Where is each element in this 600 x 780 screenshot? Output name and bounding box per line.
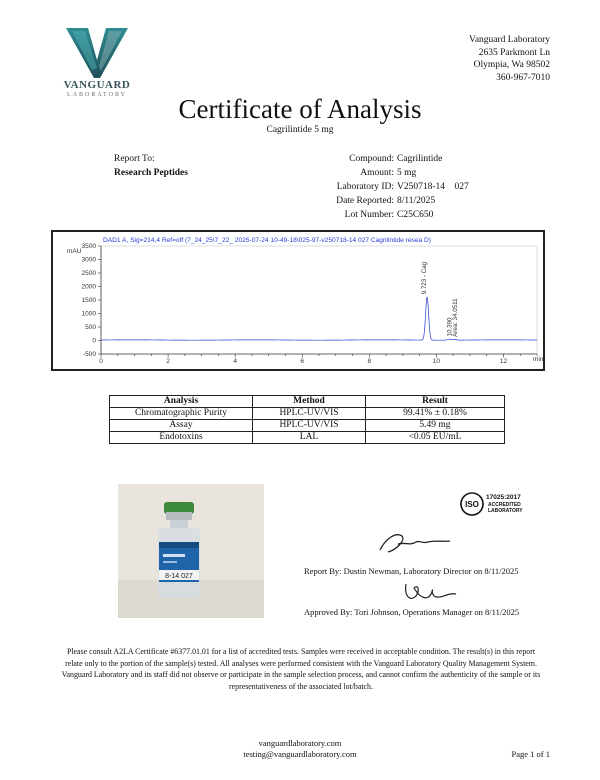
y-tick-label: 2500 — [81, 270, 96, 278]
detail-row — [180, 166, 469, 180]
cell-method: HPLC-UV/VIS — [253, 420, 366, 432]
x-tick-label: 6 — [300, 358, 305, 365]
results-table — [109, 395, 505, 444]
sample-details — [180, 152, 469, 222]
document-subtitle: Cagrilintide 5 mg — [266, 125, 334, 135]
vial-photo — [118, 484, 264, 618]
x-tick-label: 12 — [499, 358, 508, 365]
iso-laboratory: LABORATORY — [488, 508, 523, 514]
cell-result: 99.41% ± 0.18% — [366, 408, 505, 420]
detail-row — [180, 208, 469, 222]
y-tick-label: 3500 — [81, 243, 96, 251]
detail-row — [180, 194, 469, 208]
y-tick-label: 500 — [85, 324, 96, 332]
detail-value: Cagrilintide — [397, 154, 443, 164]
cell-method: HPLC-UV/VIS — [253, 408, 366, 420]
table-row — [110, 420, 505, 432]
cell-analysis: Assay — [110, 420, 253, 432]
table-row — [110, 432, 505, 444]
detail-label: Lot Number: — [344, 210, 394, 220]
footer-website[interactable]: vanguardlaboratory.com — [258, 738, 342, 748]
table-row — [110, 408, 505, 420]
peak-label: 9.723 - Cag — [421, 261, 429, 295]
x-tick-label: 4 — [233, 358, 237, 365]
page-number: Page 1 of 1 — [511, 749, 550, 759]
chart-title: DAD1 A, Sig=214,4 Ref=off (7_24_25\7_22_ 2025-07-24 10-49-18\025-97-v250718-14 027 Cagrilintide resea D) — [103, 237, 431, 244]
detail-label: Laboratory ID: — [336, 182, 394, 192]
detail-label: Compound: — [349, 154, 394, 164]
vial-label-text: 8-14 027 — [165, 573, 193, 580]
cell-result: 5.49 mg — [366, 420, 505, 432]
chromatogram-trace — [101, 297, 537, 340]
cell-method: LAL — [253, 432, 366, 444]
cell-analysis: Endotoxins — [110, 432, 253, 444]
chromatogram-plot — [53, 232, 543, 369]
lab-city: Olympia, Wa 98502 — [473, 60, 550, 70]
footer-email[interactable]: testing@vanguardlaboratory.com — [243, 749, 357, 759]
x-axis-unit: min — [533, 356, 543, 363]
vial-image — [118, 484, 264, 618]
footer-contact — [0, 738, 600, 760]
logo-wordmark: VANGUARD — [63, 79, 131, 91]
iso-standard: 17025:2017 — [486, 494, 521, 501]
approved-by-line: Approved By: Tori Johnson, Operations Manager on 8/11/2025 — [304, 607, 520, 617]
report-to-label: Report To: — [114, 154, 155, 164]
detail-label: Date Reported: — [336, 196, 394, 206]
y-tick-label: 2000 — [81, 283, 96, 291]
header-method: Method — [253, 396, 366, 408]
logo-v-emblem — [52, 22, 142, 80]
iso-mark-text: ISO — [465, 500, 479, 509]
lab-name: Vanguard Laboratory — [469, 35, 550, 45]
lab-street: 2635 Parkmont Ln — [478, 47, 550, 58]
y-axis-label: mAU — [67, 248, 82, 255]
detail-label: Amount: — [360, 168, 394, 178]
peak-label: 10.390 — [446, 317, 454, 337]
y-tick-label: 0 — [92, 337, 96, 345]
x-tick-label: 2 — [166, 358, 170, 365]
detail-row — [180, 152, 469, 166]
detail-value: 8/11/2025 — [397, 196, 436, 206]
logo-subtitle: LABORATORY — [67, 92, 127, 98]
cell-result: <0.05 EU/mL — [366, 432, 505, 444]
y-tick-label: 1000 — [81, 310, 96, 318]
results-header-row — [110, 396, 505, 408]
report-by-line: Report By: Dustin Newman, Laboratory Director on 8/11/2025 — [304, 566, 519, 576]
y-tick-label: 1500 — [81, 297, 96, 305]
x-tick-label: 10 — [432, 358, 441, 365]
iso-accredited: ACCREDITED — [488, 502, 521, 508]
y-tick-label: 3000 — [81, 256, 96, 264]
report-to-block — [114, 152, 188, 180]
lab-phone: 360-967-7010 — [496, 72, 550, 83]
header-result: Result — [366, 396, 505, 408]
document-title: Certificate of Analysis — [178, 94, 422, 124]
peak-label: Area: 34.0511 — [451, 298, 459, 337]
x-tick-label: 8 — [367, 358, 372, 365]
report-to-name: Research Peptides — [114, 168, 188, 178]
detail-value: 5 mg — [397, 168, 417, 178]
detail-row — [180, 180, 469, 194]
iso-logo-icon — [460, 490, 530, 518]
detail-value: V250718-14 027 — [397, 182, 469, 192]
cell-analysis: Chromatographic Purity — [110, 408, 253, 420]
header-analysis: Analysis — [110, 396, 253, 408]
iso-accreditation-mark — [460, 490, 530, 518]
manager-signature — [400, 578, 460, 606]
director-signature — [376, 528, 456, 556]
disclaimer-text: Please consult A2LA Certificate #6377.01.01 for a list of accredited tests. Samples were received in acceptable condition. The result(s) in this report relate only to the portion of the sample(s) tested. All analyses were performed consistent with the Vanguard Laboratory Quality Management System. Vanguard Laboratory and its staff did not observe or participate in the sample selection process, and cannot confirm the authenticity of the sample or its representativeness of the associated lot/batch. — [61, 647, 541, 691]
x-tick-label: 0 — [99, 358, 103, 365]
y-tick-label: -500 — [82, 351, 96, 359]
lab-address — [469, 34, 550, 84]
detail-value: C25C650 — [397, 210, 434, 220]
chromatogram — [51, 230, 545, 371]
